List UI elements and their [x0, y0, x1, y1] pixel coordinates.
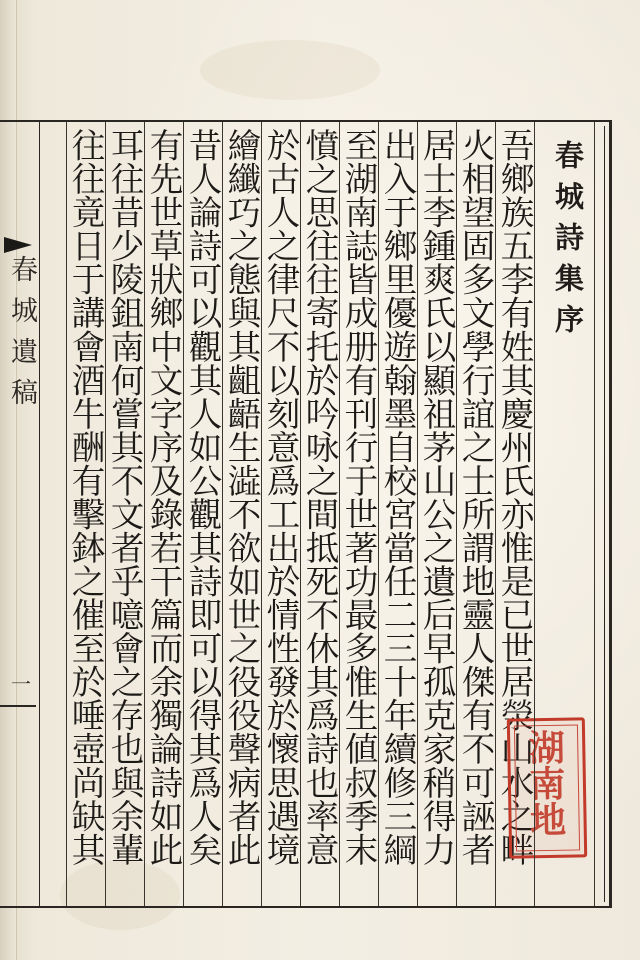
column-divider — [222, 122, 223, 906]
column-divider — [144, 122, 145, 906]
text-column: 憤之思往往寄托於吟咏之間抵死不休其爲詩也率意 — [300, 128, 339, 866]
text-column: 居士李鍾爽氏以顯祖茅山公之遺后早孤克家稍得力 — [417, 128, 456, 866]
text-column: 出入于鄉里優遊翰墨自校宮當任二三十年續修三綱 — [378, 128, 417, 866]
text-column: 往往竟日于講會酒牛酬有擊鉢之催至於唾壺尚缺其 — [66, 128, 105, 866]
banxin-page-number: 一 — [11, 672, 31, 696]
column-divider — [339, 122, 340, 906]
text-column: 至湖南誌皆成册有刊行于世著功最多惟生値叔季末 — [339, 128, 378, 866]
text-column: 吾鄉族五李有姓其慶州氏亦惟是已世居滎山水之畔 — [495, 128, 534, 866]
seal-lettering: 湖南地 — [522, 728, 567, 838]
red-seal-stamp — [507, 717, 587, 858]
text-column: 繪纖巧之態與其齟齬生澁不欲如世之役役聲病者此 — [222, 128, 261, 866]
banxin-rule — [0, 705, 36, 707]
text-column: 耳往昔少陵鉏南何嘗其不文者乎噫會之存也與余輩 — [105, 128, 144, 866]
fish-tail-mark-icon — [4, 237, 32, 253]
column-divider — [534, 122, 535, 906]
column-divider — [417, 122, 418, 906]
banxin-book-title: 春城遺稿 — [6, 255, 37, 419]
text-column: 於古人之律尺不以刻意爲工出於情性發於懷思遇境 — [261, 128, 300, 866]
column-divider — [261, 122, 262, 906]
column-divider — [300, 122, 301, 906]
text-column: 火相望固多文學行誼之士所謂地靈人傑有不可誣者 — [456, 128, 495, 866]
paper-stain — [200, 40, 380, 100]
column-divider — [378, 122, 379, 906]
column-divider — [594, 122, 595, 906]
column-divider — [183, 122, 184, 906]
text-column: 昔人論詩可以觀其人如公觀其詩即可以得其爲人矣 — [183, 128, 222, 866]
column-divider — [456, 122, 457, 906]
column-divider — [66, 122, 67, 906]
text-column: 有先世草狀鄉中文字序及錄若干篇而余獨論詩如此 — [144, 128, 183, 866]
column-divider — [495, 122, 496, 906]
column-divider — [105, 122, 106, 906]
preface-title: 春城詩集序 — [551, 140, 585, 345]
